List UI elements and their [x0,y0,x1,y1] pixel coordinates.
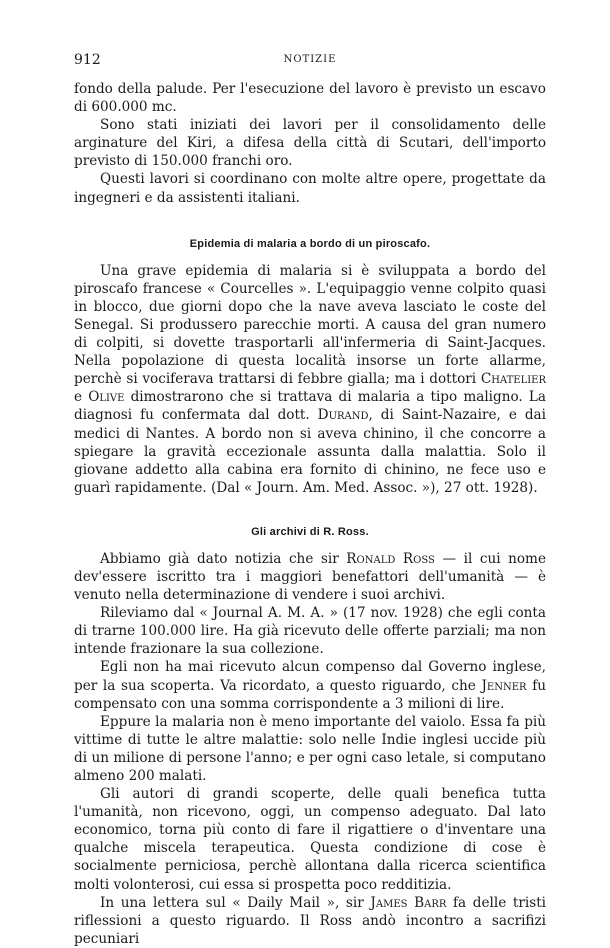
paragraph: Abbiamo già dato notizia che sir Ronald Ross — il cui nome dev'essere iscritto tra i maggiori benefattori dell'umanità — è venuto nella determinazione di vendere i suoi archivi. [74,550,546,604]
person-name: Durand [317,407,369,424]
person-name: Ronald Ross [346,550,435,567]
section-title-ross-archives: Gli archivi di R. Ross. [251,525,369,538]
person-name: Olive [88,389,125,406]
section-title-malaria-epidemic: Epidemia di malaria a bordo di un piroscafo. [189,237,431,250]
page-content [74,52,546,948]
paragraph: In una lettera sul « Daily Mail », sir James Barr fa delle tristi riflessioni a questo riguardo. Il Ross andò incontro a sacrifizi pecuniari [74,894,547,947]
paragraph: Sono stati iniziati dei lavori per il consolidamento delle arginature del Kiri, a difesa della città di Scutari, dell'importo previsto di 150.000 franchi oro. [74,117,546,170]
paragraph: Egli non ha mai ricevuto alcun compenso dal Governo inglese, per la sua scoperta. Va ricordato, a questo riguardo, che Jenner fu compensato con una somma corrispondente a 3 milioni di lire. [74,659,546,712]
paragraph: Questi lavori si coordinano con molte altre opere, progettate da ingegneri e da assistenti italiani. [74,171,546,206]
person-name: Chatelier [480,371,546,388]
paragraph: Rileviamo dal « Journal A. M. A. » (17 nov. 1928) che egli conta di trarne 100.000 lire. Ha già ricevuto delle offerte parziali; ma non intende frazionare la sua collezione. [74,605,546,658]
page-header [74,52,546,74]
person-name: James Barr [370,894,447,911]
section-ross-archives [74,550,546,948]
running-title: NOTIZIE [283,54,337,65]
paragraph: Gli autori di grandi scoperte, delle quali benefica tutta l'umanità, non ricevono, oggi, un compenso adeguato. Dal lato economico, torna più conto di fare il rigattiere o d'inventare una qualche miscela terapeutica. Questa condizione di cose è socialmente perniciosa, perchè allontana dalla ricerca scientifica molti volonterosi, cui essa si prospetta poco redditizia. [74,786,546,893]
paragraph: Eppure la malaria non è meno importante del vaiolo. Essa fa più vittime di tutte le altre malattie: solo nelle Indie inglesi uccide più di un milione di persone l'anno; e per ogni caso letale, si computano almeno 200 malati. [74,713,546,784]
person-name: Jenner [481,677,527,694]
paragraph: fondo della palude. Per l'esecuzione del lavoro è previsto un escavo di 600.000 mc. [74,81,546,116]
section-continuation [74,80,546,207]
page-number: 912 [74,52,101,68]
section-malaria-epidemic [74,262,546,497]
paragraph: Una grave epidemia di malaria si è sviluppata a bordo del piroscafo francese « Courcelles ». L'equipaggio venne colpito quasi in blocco, due giorni dopo che la nave aveva lasciato le coste del Senegal. Si produssero parecchie morti. A causa del gran numero di colpiti, si dovette trasportarli all'infermeria di Saint-Jacques. Nella popolazione di questa località insorse un forte allarme, perchè si vociferava trattarsi di febbre gialla; ma i dottori Chatelier e Olive dimostrarono che si trattava di malaria a tipo maligno. La diagnosi fu confermata dal dott. Durand, di Saint-Nazaire, e dai medici di Nantes. A bordo non si aveva chinino, il che concorre a spiegare la gravità eccezionale assunta dalla malattia. Solo il giovane addetto alla cabina era fornito di chinino, ne fece uso e guarì rapidamente. (Dal « Journ. Am. Med. Assoc. »), 27 ott. 1928). [74,262,546,496]
